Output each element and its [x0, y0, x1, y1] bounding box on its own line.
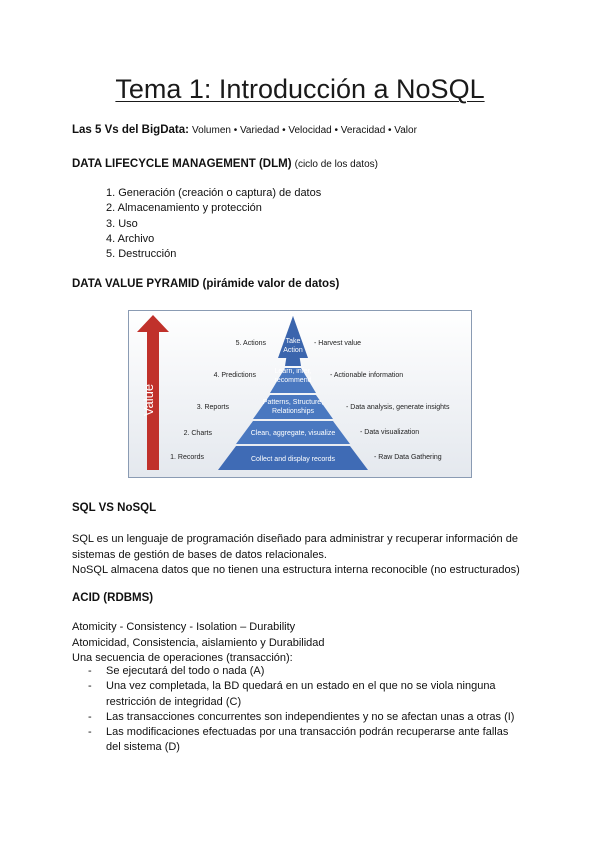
- pyramid-desc-2: - Data visualization: [360, 429, 420, 436]
- sql-heading: SQL VS NoSQL: [72, 502, 157, 514]
- pyramid-step-4: 4. Predictions: [213, 372, 256, 379]
- bullet-text: Las modificaciones efectuadas por una transacción podrán recuperarse ante fallas: [106, 726, 509, 739]
- pyramid-box-5a: Take: [285, 338, 301, 345]
- pyramid-box-3a: Patterns, Structure,: [262, 399, 324, 406]
- acid-line: Una secuencia de operaciones (transacción):: [72, 652, 293, 664]
- dlm-heading: DATA LIFECYCLE MANAGEMENT (DLM): [72, 158, 292, 170]
- sql-line: SQL es un lenguaje de programación diseñado para administrar y recuperar información de: [72, 533, 518, 545]
- list-item: [86, 679, 546, 710]
- pyramid-box-2: Clean, aggregate, visualize: [250, 430, 336, 437]
- list-item: [86, 725, 546, 756]
- bullet-text: restricción de integridad (C): [106, 695, 242, 708]
- dlm-heading-line: [72, 158, 378, 170]
- acid-heading: ACID (RDBMS): [72, 592, 154, 604]
- list-item: 1. Generación (creación o captura) de datos: [106, 187, 322, 199]
- bullet-text: Se ejecutará del todo o nada (A): [106, 665, 265, 677]
- pyramid-desc-4: - Actionable information: [330, 372, 404, 379]
- dlm-list: [106, 186, 321, 262]
- pyramid-desc-3: - Data analysis, generate insights: [346, 404, 450, 411]
- pyramid-box-5b: Action: [283, 347, 303, 354]
- dlm-note: (ciclo de los datos): [294, 159, 378, 170]
- acid-line: Atomicidad, Consistencia, aislamiento y Durabilidad: [72, 636, 325, 649]
- bullet-dash: -: [88, 665, 92, 677]
- bigdata-line: [72, 124, 417, 136]
- pyramid-step-2: 2. Charts: [183, 430, 212, 437]
- value-pyramid-figure: [128, 310, 472, 478]
- acid-bullet-list: [86, 664, 546, 756]
- sql-paragraph: [72, 532, 542, 579]
- pyramid-box-4b: recommend: [274, 377, 312, 384]
- bullet-dash: -: [88, 680, 92, 693]
- bullet-dash: -: [88, 710, 92, 723]
- acid-line: Atomicity - Consistency - Isolation – Durability: [72, 621, 296, 633]
- pyramid-desc-1: - Raw Data Gathering: [374, 454, 442, 461]
- pyramid-box-4a: Learn, infer,: [274, 368, 312, 375]
- pyramid-step-5: 5. Actions: [235, 340, 266, 347]
- sql-line: sistemas de gestión de bases de datos relacionales.: [72, 548, 327, 561]
- bullet-text: del sistema (D): [106, 741, 180, 754]
- bullet-dash: -: [88, 726, 92, 739]
- bullet-text: Las transacciones concurrentes son independientes y no se afectan unas a otras (I): [106, 710, 515, 723]
- list-item: 2. Almacenamiento y protección: [106, 202, 262, 215]
- list-item: 4. Archivo: [106, 232, 155, 245]
- acid-paragraph: [72, 620, 542, 667]
- sql-line: NoSQL almacena datos que no tienen una estructura interna reconocible (no estructurados): [72, 564, 520, 576]
- bigdata-values: Volumen • Variedad • Velocidad • Veracidad • Valor: [192, 125, 417, 136]
- pyramid-step-1: 1. Records: [170, 454, 204, 461]
- pyramid-box-3b: Relationships: [271, 408, 315, 415]
- pyramid-step-3: 3. Reports: [196, 404, 229, 411]
- bullet-text: Una vez completada, la BD quedará en un estado en el que no se viola ninguna: [106, 680, 496, 693]
- page-title: Tema 1: Introducción a NoSQL: [115, 74, 485, 104]
- pyramid-desc-5: - Harvest value: [314, 340, 362, 347]
- bigdata-label: Las 5 Vs del BigData:: [72, 124, 189, 136]
- list-item: [86, 710, 546, 725]
- list-item: 5. Destrucción: [106, 248, 177, 261]
- pyramid-heading: DATA VALUE PYRAMID (pirámide valor de datos): [72, 278, 340, 290]
- list-item: [86, 664, 546, 679]
- list-item: 3. Uso: [106, 217, 138, 230]
- value-axis-label: Value: [141, 383, 156, 417]
- pyramid-box-1: Collect and display records: [250, 456, 336, 463]
